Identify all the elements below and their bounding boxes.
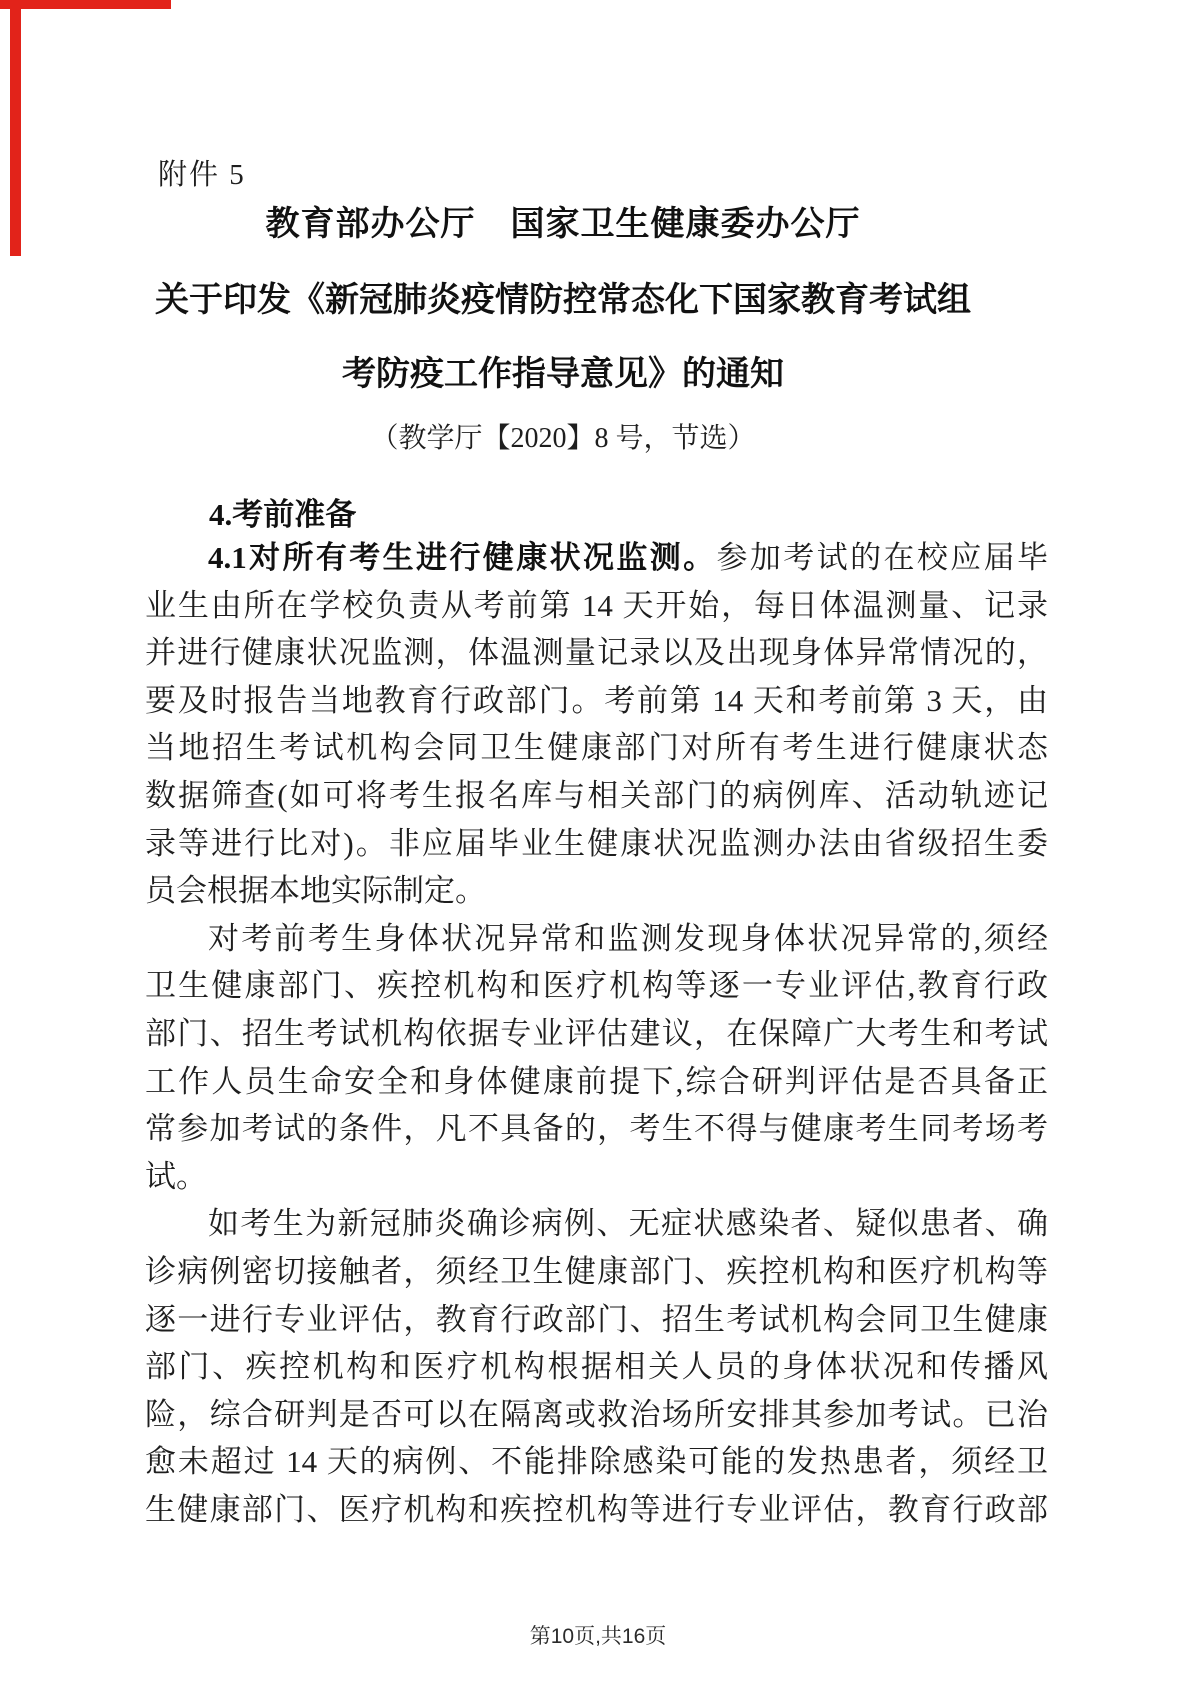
title-line-1: 教育部办公厅 国家卫生健康委办公厅 [265,206,861,243]
paragraph-1-line-1: 4.1对所有考生进行健康状况监测。参加考试的在校应届毕 [208,540,1048,575]
paragraph-3-line-3: 逐一进行专业评估，教育行政部门、招生考试机构会同卫生健康 [145,1301,1048,1337]
paragraph-1-line-8: 员会根据本地实际制定。 [145,873,486,909]
section-heading: 4.考前准备 [209,497,357,532]
paragraph-2-line-2: 卫生健康部门、疾控机构和医疗机构等逐一专业评估,教育行政 [145,968,1048,1004]
page-number-indicator: 第10页,共16页 [529,1625,667,1648]
paragraph-3-line-1: 如考生为新冠肺炎确诊病例、无症状感染者、疑似患者、确 [208,1206,1048,1242]
paragraph-2-line-3: 部门、招生考试机构依据专业评估建议，在保障广大考生和考试 [145,1015,1048,1051]
paragraph-2-line-5: 常参加考试的条件，凡不具备的，考生不得与健康考生同考场考 [145,1111,1048,1147]
paragraph-1-line-6: 数据筛查(如可将考生报名库与相关部门的病例库、活动轨迹记 [145,777,1048,813]
paragraph-2-line-4: 工作人员生命安全和身体健康前提下,综合研判评估是否具备正 [145,1063,1048,1099]
paragraph-3-line-6: 愈未超过 14 天的病例、不能排除感染可能的发热患者，须经卫 [145,1444,1048,1480]
red-border-mark-top [0,0,171,9]
paragraph-3-line-5: 险，综合研判是否可以在隔离或救治场所安排其参加考试。已治 [145,1396,1048,1432]
title-line-3: 考防疫工作指导意见》的通知 [342,356,784,393]
title-line-2: 关于印发《新冠肺炎疫情防控常态化下国家教育考试组 [155,282,971,319]
paragraph-1-line-2: 业生由所在学校负责从考前第 14 天开始，每日体温测量、记录 [145,587,1048,623]
paragraph-1-line-5: 当地招生考试机构会同卫生健康部门对所有考生进行健康状态 [145,730,1048,766]
body-text [145,534,1048,1533]
paragraph-3-line-2: 诊病例密切接触者，须经卫生健康部门、疾控机构和医疗机构等 [145,1253,1048,1289]
paragraph-3-line-4: 部门、疾控机构和医疗机构根据相关人员的身体状况和传播风 [145,1349,1048,1385]
paragraph-2-line-1: 对考前考生身体状况异常和监测发现身体状况异常的,须经 [208,920,1048,956]
paragraph-1-line-7: 录等进行比对)。非应届毕业生健康状况监测办法由省级招生委 [145,825,1048,861]
attachment-label: 附件 5 [158,159,246,191]
paragraph-1-line-4: 要及时报告当地教育行政部门。考前第 14 天和考前第 3 天，由 [145,682,1048,718]
bold-run: 4.1对所有考生进行健康状况监测。 [208,540,717,575]
paragraph-3-line-7: 生健康部门、医疗机构和疾控机构等进行专业评估，教育行政部 [145,1491,1048,1527]
paragraph-2-line-6: 试。 [145,1158,207,1194]
paragraph-1-line-3: 并进行健康状况监测，体温测量记录以及出现身体异常情况的， [145,635,1048,671]
document-number: （教学厅【2020】8 号，节选） [370,423,756,454]
